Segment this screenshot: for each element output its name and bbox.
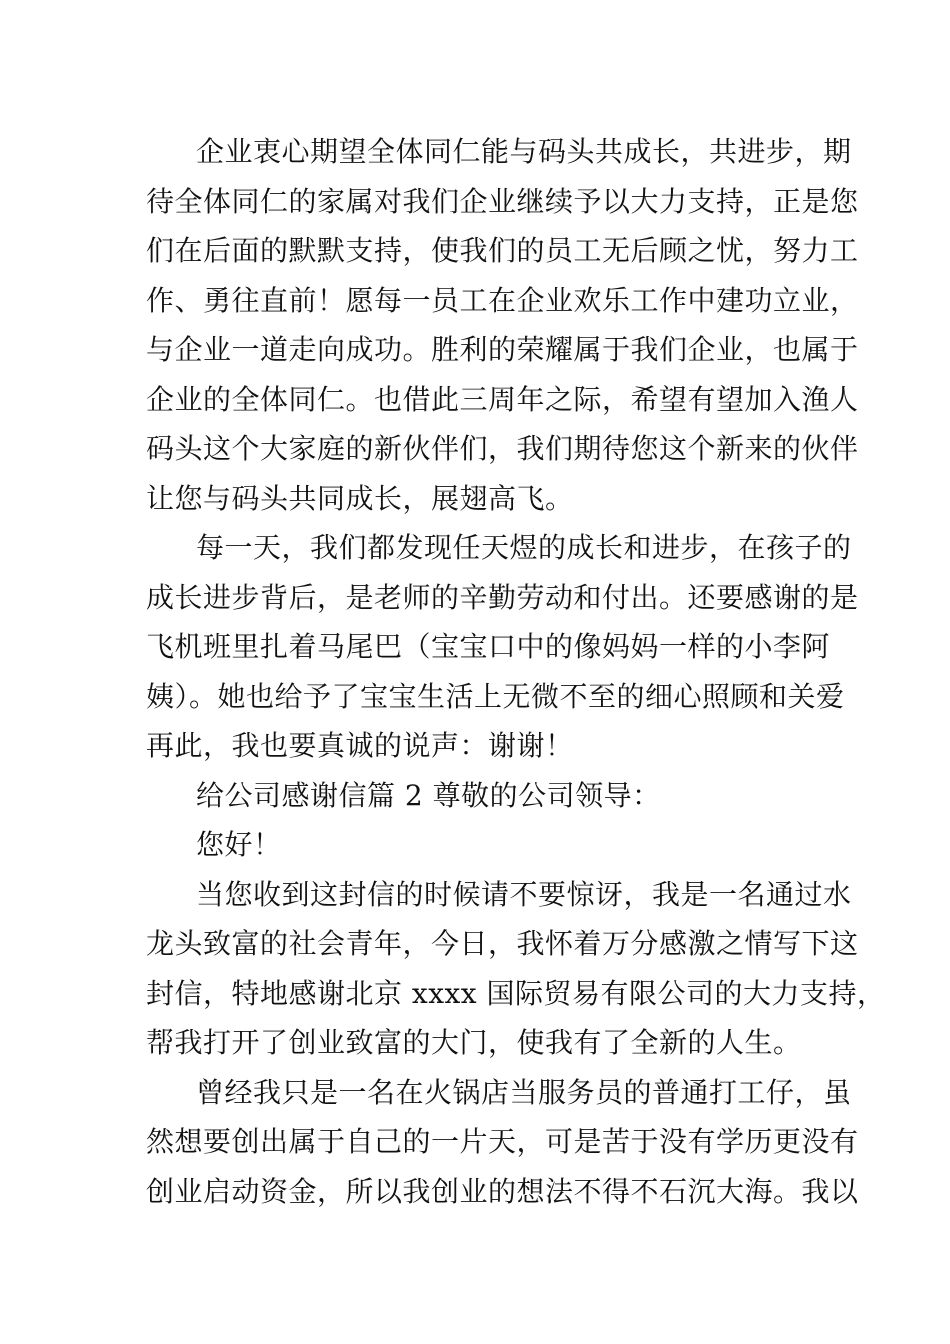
paragraph-1-line-5: 与企业一道走向成功。胜利的荣耀属于我们企业，也属于 xyxy=(146,333,859,366)
paragraph-2-line-1: 每一天，我们都发现任天煜的成长和进步，在孩子的 xyxy=(196,531,852,564)
paragraph-2-line-2: 成长进步背后，是老师的辛勤劳动和付出。还要感谢的是 xyxy=(146,581,859,614)
paragraph-1-line-4: 作、勇往直前！愿每一员工在企业欢乐工作中建功立业， xyxy=(146,284,859,317)
paragraph-2-line-4: 姨）。她也给予了宝宝生活上无微不至的细心照顾和关爱 xyxy=(146,680,845,713)
paragraph-4-line-2: 然想要创出属于自己的一片天，可是苦于没有学历更没有 xyxy=(146,1125,859,1158)
greeting: 您好！ xyxy=(196,828,282,861)
paragraph-4-line-1: 曾经我只是一名在火锅店当服务员的普通打工仔，虽 xyxy=(196,1076,852,1109)
paragraph-1-line-3: 们在后面的默默支持，使我们的员工无后顾之忧，努力工 xyxy=(146,234,859,267)
letter-heading: 给公司感谢信篇 2 尊敬的公司领导： xyxy=(196,779,661,812)
paragraph-1-line-1: 企业衷心期望全体同仁能与码头共成长，共进步，期 xyxy=(196,135,852,168)
paragraph-2-line-5: 再此，我也要真诚的说声：谢谢！ xyxy=(146,729,574,762)
paragraph-1-line-8: 让您与码头共同成长，展翅高飞。 xyxy=(146,482,574,515)
paragraph-4-line-3: 创业启动资金，所以我创业的想法不得不石沉大海。我以 xyxy=(146,1175,859,1208)
paragraph-1-line-2: 待全体同仁的家属对我们企业继续予以大力支持，正是您 xyxy=(146,185,859,218)
paragraph-2-line-3: 飞机班里扎着马尾巴（宝宝口中的像妈妈一样的小李阿 xyxy=(146,630,831,663)
paragraph-1-line-6: 企业的全体同仁。也借此三周年之际，希望有望加入渔人 xyxy=(146,383,859,416)
paragraph-3-line-4: 帮我打开了创业致富的大门，使我有了全新的人生。 xyxy=(146,1026,802,1059)
paragraph-3-line-3: 封信，特地感谢北京 xxxx 国际贸易有限公司的大力支持， xyxy=(146,977,886,1010)
paragraph-3-line-1: 当您收到这封信的时候请不要惊讶，我是一名通过水 xyxy=(196,878,852,911)
paragraph-1-line-7: 码头这个大家庭的新伙伴们，我们期待您这个新来的伙伴 xyxy=(146,432,859,465)
paragraph-3-line-2: 龙头致富的社会青年，今日，我怀着万分感激之情写下这 xyxy=(146,927,859,960)
